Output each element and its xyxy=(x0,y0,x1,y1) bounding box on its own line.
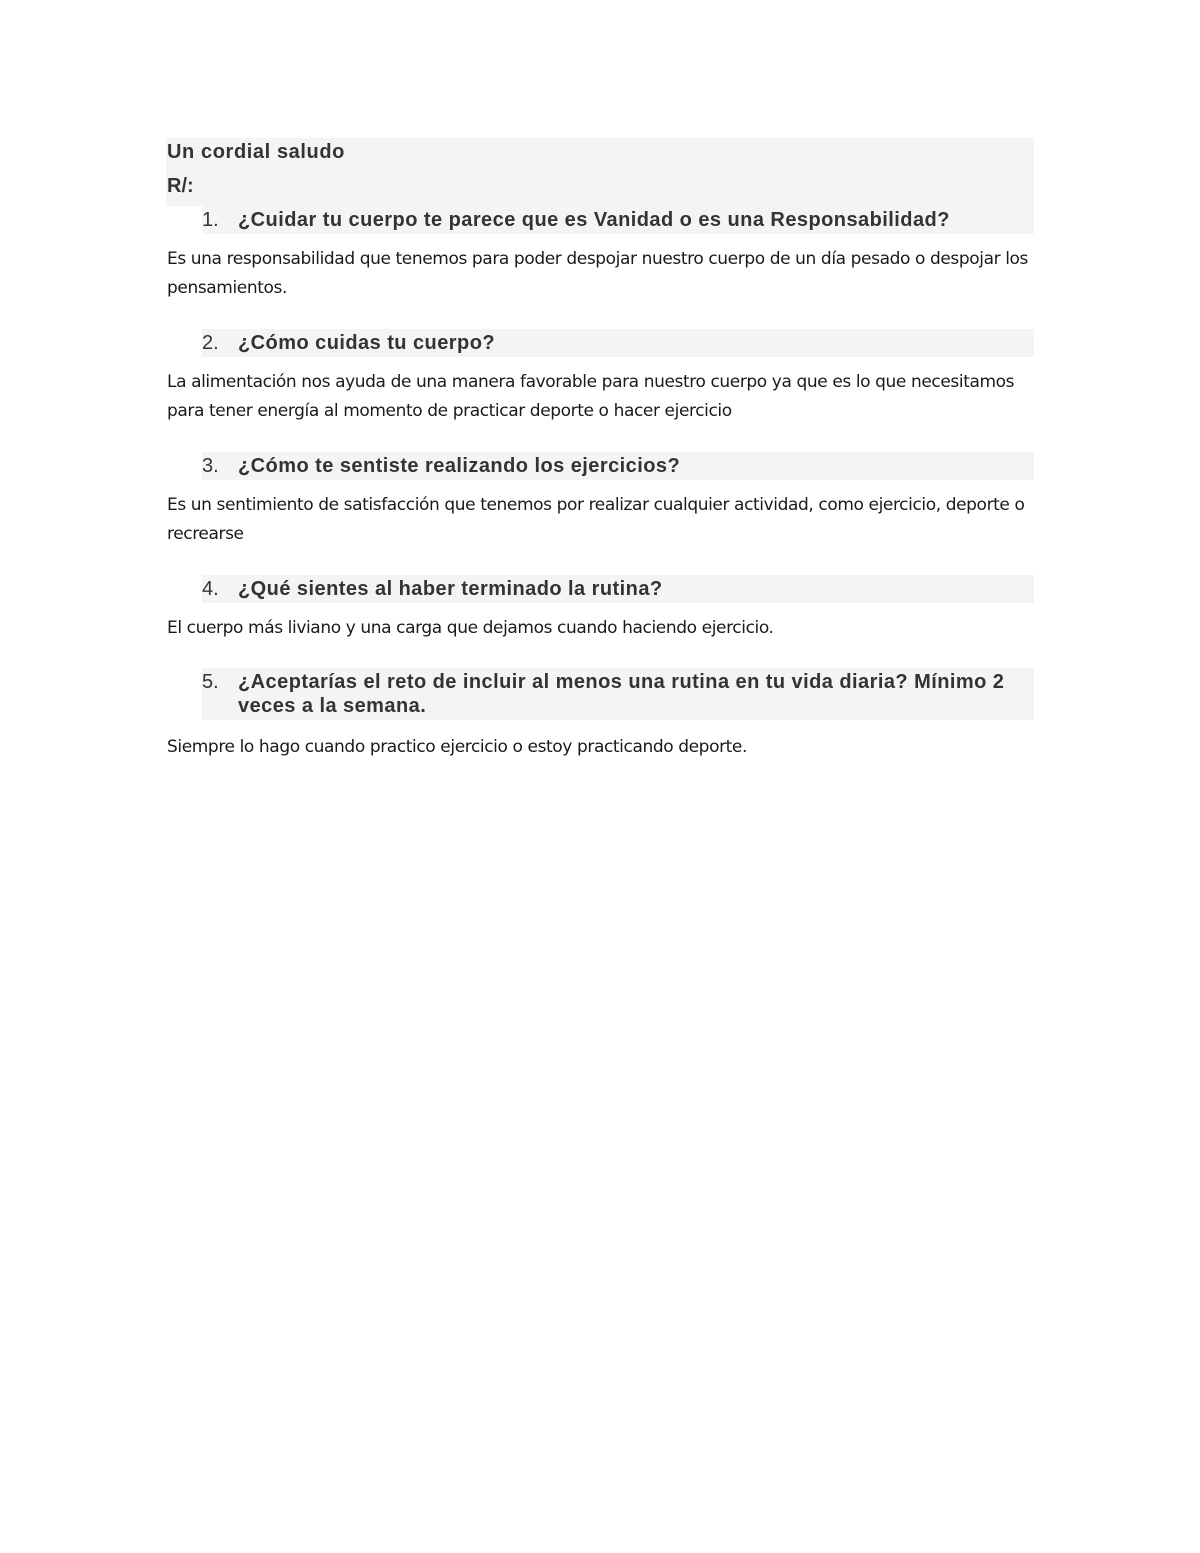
question-number: 3. xyxy=(202,455,219,477)
question-2 xyxy=(202,329,1034,357)
question-text: ¿Cuidar tu cuerpo te parece que es Vanidad o es una Responsabilidad? xyxy=(238,209,950,231)
question-text: ¿Aceptarías el reto de incluir al menos una rutina en tu vida diaria? Mínimo 2 veces a la semana. xyxy=(238,671,1005,717)
question-4 xyxy=(202,575,1034,603)
question-number: 2. xyxy=(202,332,219,354)
answer-2: La alimentación nos ayuda de una manera favorable para nuestro cuerpo ya que es lo que necesitamos para tener energía al momento de practicar deporte o hacer ejercicio xyxy=(167,372,1015,421)
question-number: 5. xyxy=(202,671,219,693)
greeting-block xyxy=(166,138,1034,206)
question-text: ¿Cómo te sentiste realizando los ejercicios? xyxy=(238,455,681,477)
question-text: ¿Cómo cuidas tu cuerpo? xyxy=(238,332,496,354)
answer-4: El cuerpo más liviano y una carga que dejamos cuando haciendo ejercicio. xyxy=(167,618,774,638)
question-1 xyxy=(202,206,1034,234)
answer-label: R/: xyxy=(167,175,194,197)
document-body xyxy=(166,138,1034,763)
answer-1: Es una responsabilidad que tenemos para poder despojar nuestro cuerpo de un día pesado o despojar los pensamientos. xyxy=(167,249,1028,298)
answer-5: Siempre lo hago cuando practico ejercicio o estoy practicando deporte. xyxy=(167,737,747,757)
question-3 xyxy=(202,452,1034,480)
question-5 xyxy=(202,668,1034,720)
question-number: 4. xyxy=(202,578,219,600)
question-number: 1. xyxy=(202,209,219,231)
greeting-text: Un cordial saludo xyxy=(167,141,346,163)
answer-3: Es un sentimiento de satisfacción que tenemos por realizar cualquier actividad, como ejercicio, deporte o recrearse xyxy=(167,495,1025,544)
question-text: ¿Qué sientes al haber terminado la rutina? xyxy=(238,578,663,600)
